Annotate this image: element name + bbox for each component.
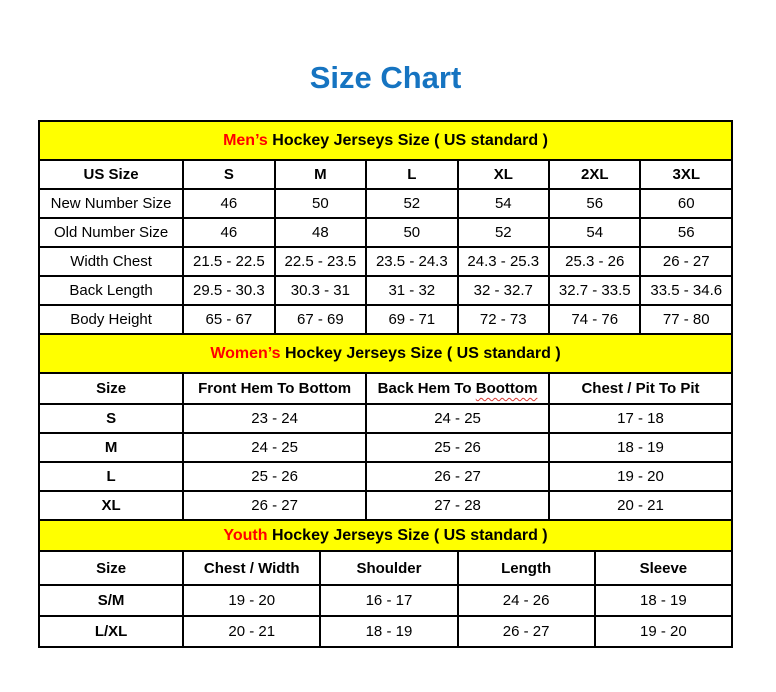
mens-value-cell: 26 - 27 — [640, 247, 732, 276]
youth-value-cell: 19 - 20 — [595, 616, 732, 647]
womens-column-header: Size — [39, 373, 183, 404]
mens-column-header: M — [275, 160, 366, 189]
page-title: Size Chart — [309, 60, 462, 95]
mens-column-header: US Size — [39, 160, 183, 189]
mens-row-label: Back Length — [39, 276, 183, 305]
womens-value-cell: 20 - 21 — [549, 491, 732, 520]
mens-value-cell: 52 — [366, 189, 457, 218]
mens-value-cell: 77 - 80 — [640, 305, 732, 334]
womens-value-cell: 17 - 18 — [549, 404, 732, 433]
womens-column-header: Back Hem To Boottom — [366, 373, 549, 404]
misspelled-word: Boottom — [475, 380, 538, 397]
mens-section-band — [39, 121, 732, 160]
mens-header-row — [39, 160, 732, 189]
womens-value-cell: 19 - 20 — [549, 462, 732, 491]
youth-table-row — [39, 585, 732, 616]
womens-row-label: S — [39, 404, 183, 433]
womens-value-cell: 24 - 25 — [366, 404, 549, 433]
mens-row-label: Width Chest — [39, 247, 183, 276]
womens-value-cell: 27 - 28 — [366, 491, 549, 520]
womens-value-cell: 25 - 26 — [366, 433, 549, 462]
mens-value-cell: 46 — [183, 189, 274, 218]
womens-size-table — [38, 333, 733, 521]
mens-value-cell: 72 - 73 — [458, 305, 549, 334]
youth-column-header: Size — [39, 551, 183, 585]
youth-column-header: Chest / Width — [183, 551, 320, 585]
youth-value-cell: 26 - 27 — [458, 616, 595, 647]
mens-value-cell: 69 - 71 — [366, 305, 457, 334]
youth-header-row — [39, 551, 732, 585]
youth-table-row — [39, 616, 732, 647]
womens-value-cell: 26 - 27 — [183, 491, 366, 520]
mens-value-cell: 22.5 - 23.5 — [275, 247, 366, 276]
mens-table-row — [39, 247, 732, 276]
mens-row-label: New Number Size — [39, 189, 183, 218]
mens-column-header: 3XL — [640, 160, 732, 189]
womens-table-row — [39, 462, 732, 491]
mens-value-cell: 48 — [275, 218, 366, 247]
mens-value-cell: 32 - 32.7 — [458, 276, 549, 305]
womens-header-row — [39, 373, 732, 404]
mens-table-row — [39, 276, 732, 305]
womens-row-label: L — [39, 462, 183, 491]
womens-value-cell: 26 - 27 — [366, 462, 549, 491]
youth-section-title: Youth Hockey Jerseys Size ( US standard ) — [39, 520, 732, 551]
youth-value-cell: 16 - 17 — [320, 585, 457, 616]
mens-value-cell: 56 — [640, 218, 732, 247]
youth-value-cell: 18 - 19 — [595, 585, 732, 616]
womens-section-band — [39, 334, 732, 373]
mens-value-cell: 56 — [549, 189, 640, 218]
mens-value-cell: 30.3 - 31 — [275, 276, 366, 305]
youth-value-cell: 19 - 20 — [183, 585, 320, 616]
womens-value-cell: 25 - 26 — [183, 462, 366, 491]
mens-row-label: Old Number Size — [39, 218, 183, 247]
womens-value-cell: 23 - 24 — [183, 404, 366, 433]
mens-value-cell: 52 — [458, 218, 549, 247]
womens-value-cell: 18 - 19 — [549, 433, 732, 462]
mens-value-cell: 23.5 - 24.3 — [366, 247, 457, 276]
mens-value-cell: 25.3 - 26 — [549, 247, 640, 276]
mens-value-cell: 21.5 - 22.5 — [183, 247, 274, 276]
youth-column-header: Sleeve — [595, 551, 732, 585]
mens-value-cell: 54 — [458, 189, 549, 218]
youth-value-cell: 18 - 19 — [320, 616, 457, 647]
youth-row-label: S/M — [39, 585, 183, 616]
mens-column-header: 2XL — [549, 160, 640, 189]
mens-value-cell: 32.7 - 33.5 — [549, 276, 640, 305]
womens-value-cell: 24 - 25 — [183, 433, 366, 462]
mens-value-cell: 65 - 67 — [183, 305, 274, 334]
youth-value-cell: 20 - 21 — [183, 616, 320, 647]
mens-size-table — [38, 120, 733, 335]
womens-table-row — [39, 491, 732, 520]
womens-row-label: M — [39, 433, 183, 462]
mens-table-row — [39, 218, 732, 247]
womens-section-title: Women’s Hockey Jerseys Size ( US standard ) — [39, 334, 732, 373]
mens-table-row — [39, 189, 732, 218]
mens-value-cell: 74 - 76 — [549, 305, 640, 334]
womens-column-header: Chest / Pit To Pit — [549, 373, 732, 404]
youth-row-label: L/XL — [39, 616, 183, 647]
womens-table-row — [39, 433, 732, 462]
mens-value-cell: 60 — [640, 189, 732, 218]
mens-column-header: XL — [458, 160, 549, 189]
youth-column-header: Shoulder — [320, 551, 457, 585]
mens-section-title-highlight: Men’s — [223, 131, 268, 149]
mens-value-cell: 50 — [366, 218, 457, 247]
youth-column-header: Length — [458, 551, 595, 585]
size-chart-tables — [38, 120, 733, 648]
mens-value-cell: 33.5 - 34.6 — [640, 276, 732, 305]
mens-value-cell: 31 - 32 — [366, 276, 457, 305]
mens-value-cell: 24.3 - 25.3 — [458, 247, 549, 276]
mens-column-header: L — [366, 160, 457, 189]
mens-value-cell: 50 — [275, 189, 366, 218]
youth-value-cell: 24 - 26 — [458, 585, 595, 616]
youth-section-band — [39, 520, 732, 551]
womens-row-label: XL — [39, 491, 183, 520]
youth-section-title-highlight: Youth — [223, 526, 268, 544]
mens-section-title: Men’s Hockey Jerseys Size ( US standard ) — [39, 121, 732, 160]
mens-table-row — [39, 305, 732, 334]
mens-value-cell: 29.5 - 30.3 — [183, 276, 274, 305]
womens-column-header: Front Hem To Bottom — [183, 373, 366, 404]
mens-value-cell: 46 — [183, 218, 274, 247]
womens-table-row — [39, 404, 732, 433]
mens-row-label: Body Height — [39, 305, 183, 334]
mens-value-cell: 67 - 69 — [275, 305, 366, 334]
mens-column-header: S — [183, 160, 274, 189]
youth-size-table — [38, 519, 733, 648]
mens-value-cell: 54 — [549, 218, 640, 247]
womens-section-title-highlight: Women’s — [210, 344, 281, 362]
